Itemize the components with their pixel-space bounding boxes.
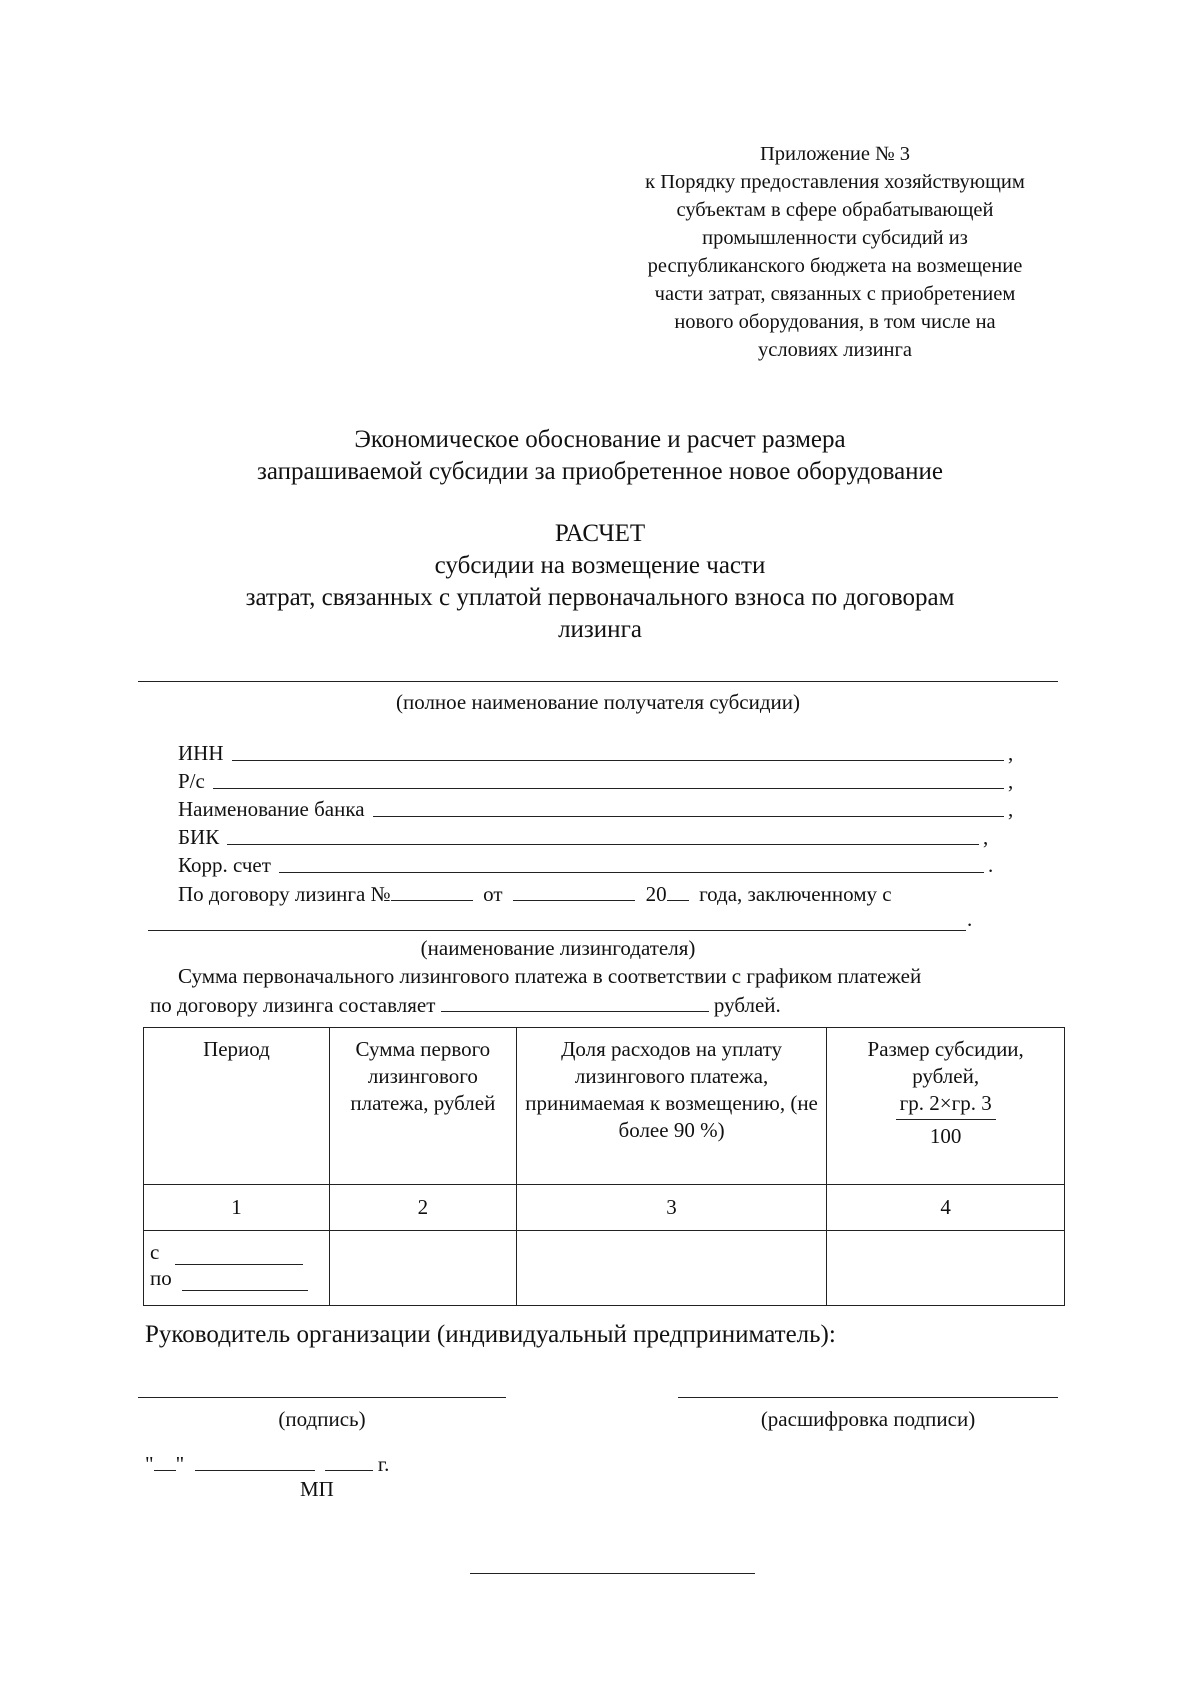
bank-input-line[interactable] (373, 815, 1004, 817)
date-day-blank[interactable] (154, 1450, 176, 1471)
year-suffix: г. (377, 1452, 390, 1476)
corr-account-label: Корр. счет (178, 853, 271, 877)
contract-suffix: года, заключенному с (699, 882, 892, 906)
document-heading (150, 424, 1050, 488)
sum-amount-blank[interactable] (441, 991, 709, 1012)
date-year-blank[interactable] (325, 1450, 373, 1471)
contract-number-blank[interactable] (391, 880, 473, 901)
header-period: Период (144, 1028, 330, 1185)
column-number: 4 (827, 1185, 1065, 1231)
sum-prefix: по договору лизинга составляет (150, 993, 436, 1017)
period-to (150, 1265, 323, 1291)
annex-line: к Порядку предоставления хозяйствующим (645, 171, 1025, 193)
bik-field[interactable]: БИК , (178, 825, 989, 849)
annex-line: промышленности субсидий из (702, 227, 968, 249)
date-month-blank[interactable] (195, 1450, 315, 1471)
inn-label: ИНН (178, 741, 224, 765)
annex-block (600, 140, 1070, 364)
footer-divider (470, 1573, 755, 1574)
header-share: Доля расходов на уплату лизингового платежа, принимаемая к возмещению, (не более 90 %) (516, 1028, 827, 1185)
period-to-blank[interactable] (182, 1270, 308, 1291)
lessor-dot: . (967, 907, 973, 931)
signature-line[interactable] (138, 1397, 506, 1398)
date-line: " " г. (145, 1452, 390, 1476)
account-input-line[interactable] (213, 787, 1004, 789)
table-data-row (144, 1231, 1065, 1306)
contract-date-blank[interactable] (513, 880, 635, 901)
annex-line: условиях лизинга (757, 339, 913, 361)
first-payment-cell[interactable] (329, 1231, 516, 1306)
header-subsidy-label: Размер субсидии, рублей, (867, 1037, 1024, 1088)
calc-heading (150, 518, 1050, 646)
calc-title: РАСЧЕТ (554, 520, 646, 547)
lessor-caption: (наименование лизингодателя) (420, 936, 696, 960)
signature-caption: (подпись) (278, 1407, 366, 1431)
heading-line-1: Экономическое обоснование и расчет размера (354, 426, 846, 453)
corr-account-field[interactable]: Корр. счет . (178, 853, 994, 877)
bik-input-line[interactable] (227, 843, 979, 845)
annex-line: республиканского бюджета на возмещение (647, 255, 1023, 277)
column-number: 1 (144, 1185, 330, 1231)
header-first-payment: Сумма первого лизингового платежа, рублей (329, 1028, 516, 1185)
signature-decode-caption: (расшифровка подписи) (760, 1407, 976, 1431)
heading-line-2: запрашиваемой субсидии за приобретенное новое оборудование (256, 458, 944, 485)
stamp-place: МП (300, 1477, 334, 1501)
inn-input-line[interactable] (232, 759, 1005, 761)
contract-prefix: По договору лизинга № (178, 882, 391, 906)
period-to-label: по (150, 1266, 172, 1290)
lessor-name-line[interactable] (148, 930, 966, 931)
subsidy-calc-table (143, 1027, 1065, 1306)
subsidy-formula (896, 1090, 996, 1150)
formula-denominator: 100 (929, 1124, 962, 1148)
recipient-name-line[interactable] (138, 681, 1058, 682)
calc-line-2: затрат, связанных с уплатой первоначального взноса по договорам (245, 584, 955, 611)
account-label: Р/с (178, 769, 205, 793)
share-cell[interactable] (516, 1231, 827, 1306)
calc-line-3: лизинга (558, 616, 642, 643)
period-from (150, 1239, 323, 1265)
annex-line: нового оборудования, в том числе на (674, 311, 996, 333)
subsidy-cell[interactable] (827, 1231, 1065, 1306)
annex-line: части затрат, связанных с приобретением (654, 283, 1016, 305)
period-from-blank[interactable] (175, 1244, 303, 1265)
bank-label: Наименование банка (178, 797, 365, 821)
contract-year-blank[interactable] (667, 880, 689, 901)
corr-account-input-line[interactable] (279, 871, 984, 873)
sum-text-line-1: Сумма первоначального лизингового платежа в соответствии с графиком платежей (178, 964, 922, 988)
annex-line: Приложение № 3 (759, 143, 911, 165)
sum-text-line-2 (150, 991, 1050, 1018)
sum-suffix: рублей. (713, 993, 781, 1017)
signature-heading: Руководитель организации (индивидуальный предприниматель): (145, 1321, 836, 1348)
contract-year: 20 (645, 882, 667, 906)
calc-line-1: субсидии на возмещение части (434, 552, 766, 579)
signature-decode-line[interactable] (678, 1397, 1058, 1398)
recipient-caption: (полное наименование получателя субсидии) (396, 690, 800, 714)
period-from-label: с (150, 1240, 160, 1264)
table-number-row (144, 1185, 1065, 1231)
inn-field[interactable]: ИНН , (178, 741, 1014, 765)
formula-numerator: гр. 2×гр. 3 (896, 1090, 996, 1120)
contract-line (178, 880, 1018, 907)
header-subsidy (827, 1028, 1065, 1185)
table-header-row (144, 1028, 1065, 1185)
column-number: 3 (516, 1185, 827, 1231)
account-field[interactable]: Р/с , (178, 769, 1014, 793)
bik-label: БИК (178, 825, 220, 849)
column-number: 2 (329, 1185, 516, 1231)
contract-from: от (483, 882, 503, 906)
annex-line: субъектам в сфере обрабатывающей (676, 199, 994, 221)
period-cell (144, 1231, 330, 1306)
bank-field[interactable]: Наименование банка , (178, 797, 1014, 821)
